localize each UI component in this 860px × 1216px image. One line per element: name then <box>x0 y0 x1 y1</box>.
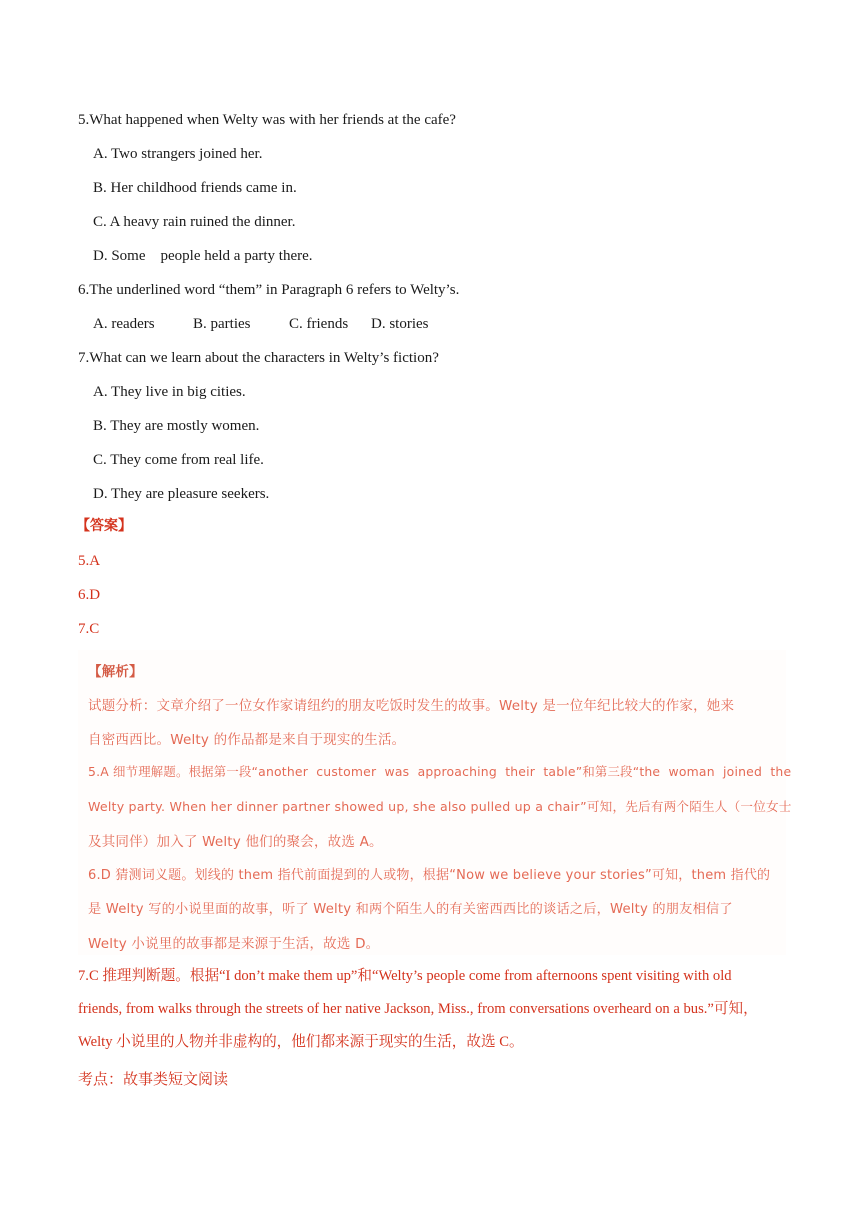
question-6-stem: 6.The underlined word “them” in Paragraph 6 refers to Welty’s. <box>78 282 460 298</box>
analysis-block <box>78 650 792 955</box>
explanation-7-line-3: Welty 小说里的人物并非虚构的，他们都来源于现实的生活，故选 C。 <box>78 1034 524 1050</box>
question-5-option-a: A. Two strangers joined her. <box>93 146 263 162</box>
answer-7: 7.C <box>78 621 100 637</box>
question-5-stem: 5.What happened when Welty was with her friends at the cafe? <box>78 112 456 128</box>
question-7-option-c: C. They come from real life. <box>93 452 264 468</box>
answer-5: 5.A <box>78 553 101 569</box>
question-6-options <box>93 314 429 334</box>
question-6-option-a: A. readers <box>93 316 155 332</box>
analysis-line-3: 5.A 细节理解题。根据第一段“another customer was approaching their table”和第三段“the woman joined the <box>88 764 792 779</box>
analysis-line-5: 及其同伴）加入了 Welty 他们的聚会，故选 A。 <box>88 834 383 850</box>
question-5-option-d: D. Some people held a party there. <box>93 248 313 264</box>
explanation-7-line-1: 7.C 推理判断题。根据“I don’t make them up”和“Welty’s people come from afternoons spent visiting with old <box>78 968 732 984</box>
analysis-line-1: 试题分析：文章介绍了一位女作家请纽约的朋友吃饭时发生的故事。Welty 是一位年纪比较大的作家，她来 <box>88 698 735 714</box>
analysis-line-4: Welty party. When her dinner partner showed up, she also pulled up a chair”可知，先后有两个陌生人（一位女士 <box>88 799 792 814</box>
analysis-line-7: 是 Welty 写的小说里面的故事，听了 Welty 和两个陌生人的有关密西西比的谈话之后，Welty 的朋友相信了 <box>88 902 733 917</box>
question-7-option-d: D. They are pleasure seekers. <box>93 486 270 502</box>
answer-6: 6.D <box>78 587 101 603</box>
analysis-line-2: 自密西西比。Welty 的作品都是来自于现实的生活。 <box>88 732 406 748</box>
explanation-7 <box>78 960 786 1059</box>
question-7-stem: 7.What can we learn about the characters in Welty’s fiction? <box>78 350 439 366</box>
question-7-option-a: A. They live in big cities. <box>93 384 246 400</box>
question-7-option-b: B. They are mostly women. <box>93 418 260 434</box>
question-6-option-b: B. parties <box>193 316 251 332</box>
analysis-line-8: Welty 小说里的故事都是来源于生活，故选 D。 <box>88 936 380 952</box>
question-5-option-c: C. A heavy rain ruined the dinner. <box>93 214 296 230</box>
question-6-option-d: D. stories <box>371 316 429 332</box>
question-5-option-b: B. Her childhood friends came in. <box>93 180 297 196</box>
kaodian: 考点：故事类短文阅读 <box>78 1072 229 1088</box>
analysis-line-6: 6.D 猜测词义题。划线的 them 指代前面提到的人或物，根据“Now we believe your stories”可知，them 指代的 <box>88 868 771 883</box>
analysis-heading: 【解析】 <box>88 664 143 680</box>
explanation-7-line-2: friends, from walks through the streets of her native Jackson, Miss., from conversations overheard on a bus.”可知， <box>78 1001 758 1017</box>
question-6-option-c: C. friends <box>289 316 349 332</box>
answer-heading: 【答案】 <box>76 518 132 534</box>
